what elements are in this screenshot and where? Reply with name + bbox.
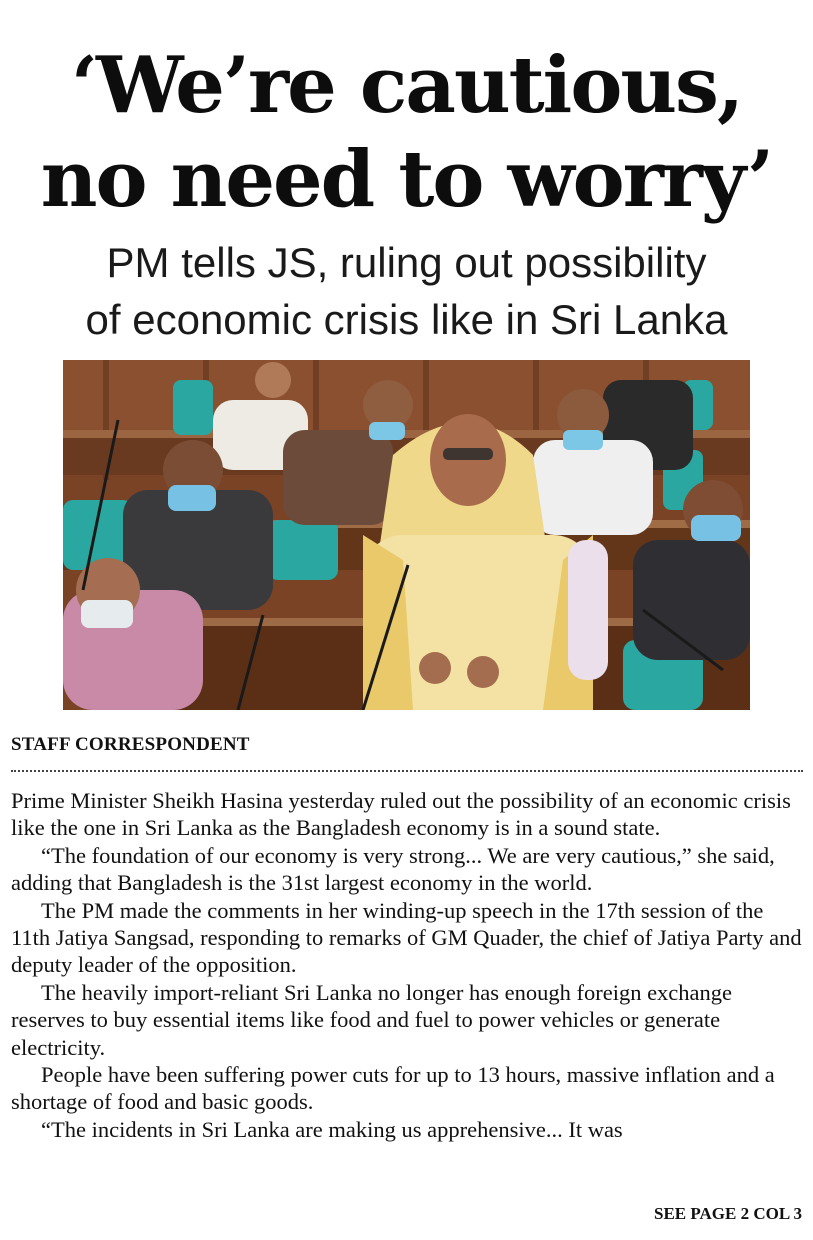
headline-line-1: ‘We’re cautious, bbox=[70, 40, 743, 131]
article-paragraph: “The incidents in Sri Lanka are making us apprehensive... It was bbox=[41, 1116, 623, 1142]
article-paragraph: The heavily import-reliant Sri Lanka no longer has enough foreign exchange reserves to buy essential items like food and fuel to power vehicles or generate electricity. bbox=[11, 979, 733, 1060]
subheadline-line-1: PM tells JS, ruling out possibility bbox=[106, 239, 707, 286]
continuation-link[interactable]: SEE PAGE 2 COL 3 bbox=[654, 1204, 802, 1223]
article-paragraph: The PM made the comments in her winding-up speech in the 17th session of the 11th Jatiya Sangsad, responding to remarks of GM Quader, the chief of Jatiya Party and deputy leader of the opposition. bbox=[11, 897, 802, 978]
photo-illustration bbox=[63, 360, 750, 710]
article-paragraph: People have been suffering power cuts for up to 13 hours, massive inflation and a shortage of food and basic goods. bbox=[11, 1062, 775, 1115]
dotted-divider bbox=[11, 770, 803, 772]
parliament-photo bbox=[63, 360, 750, 710]
article-paragraph: Prime Minister Sheikh Hasina yesterday ruled out the possibility of an economic crisis like the one in Sri Lanka as the Bangladesh economy is in a sound state. bbox=[11, 788, 791, 841]
headline-line-2: no need to worry’ bbox=[40, 134, 773, 225]
byline: STAFF CORRESPONDENT bbox=[11, 734, 250, 755]
article-body bbox=[11, 787, 803, 1143]
subheadline-line-2: of economic crisis like in Sri Lanka bbox=[85, 296, 728, 343]
article-paragraph: “The foundation of our economy is very strong... We are very cautious,” she said, adding that Bangladesh is the 31st largest economy in the world. bbox=[11, 842, 775, 896]
